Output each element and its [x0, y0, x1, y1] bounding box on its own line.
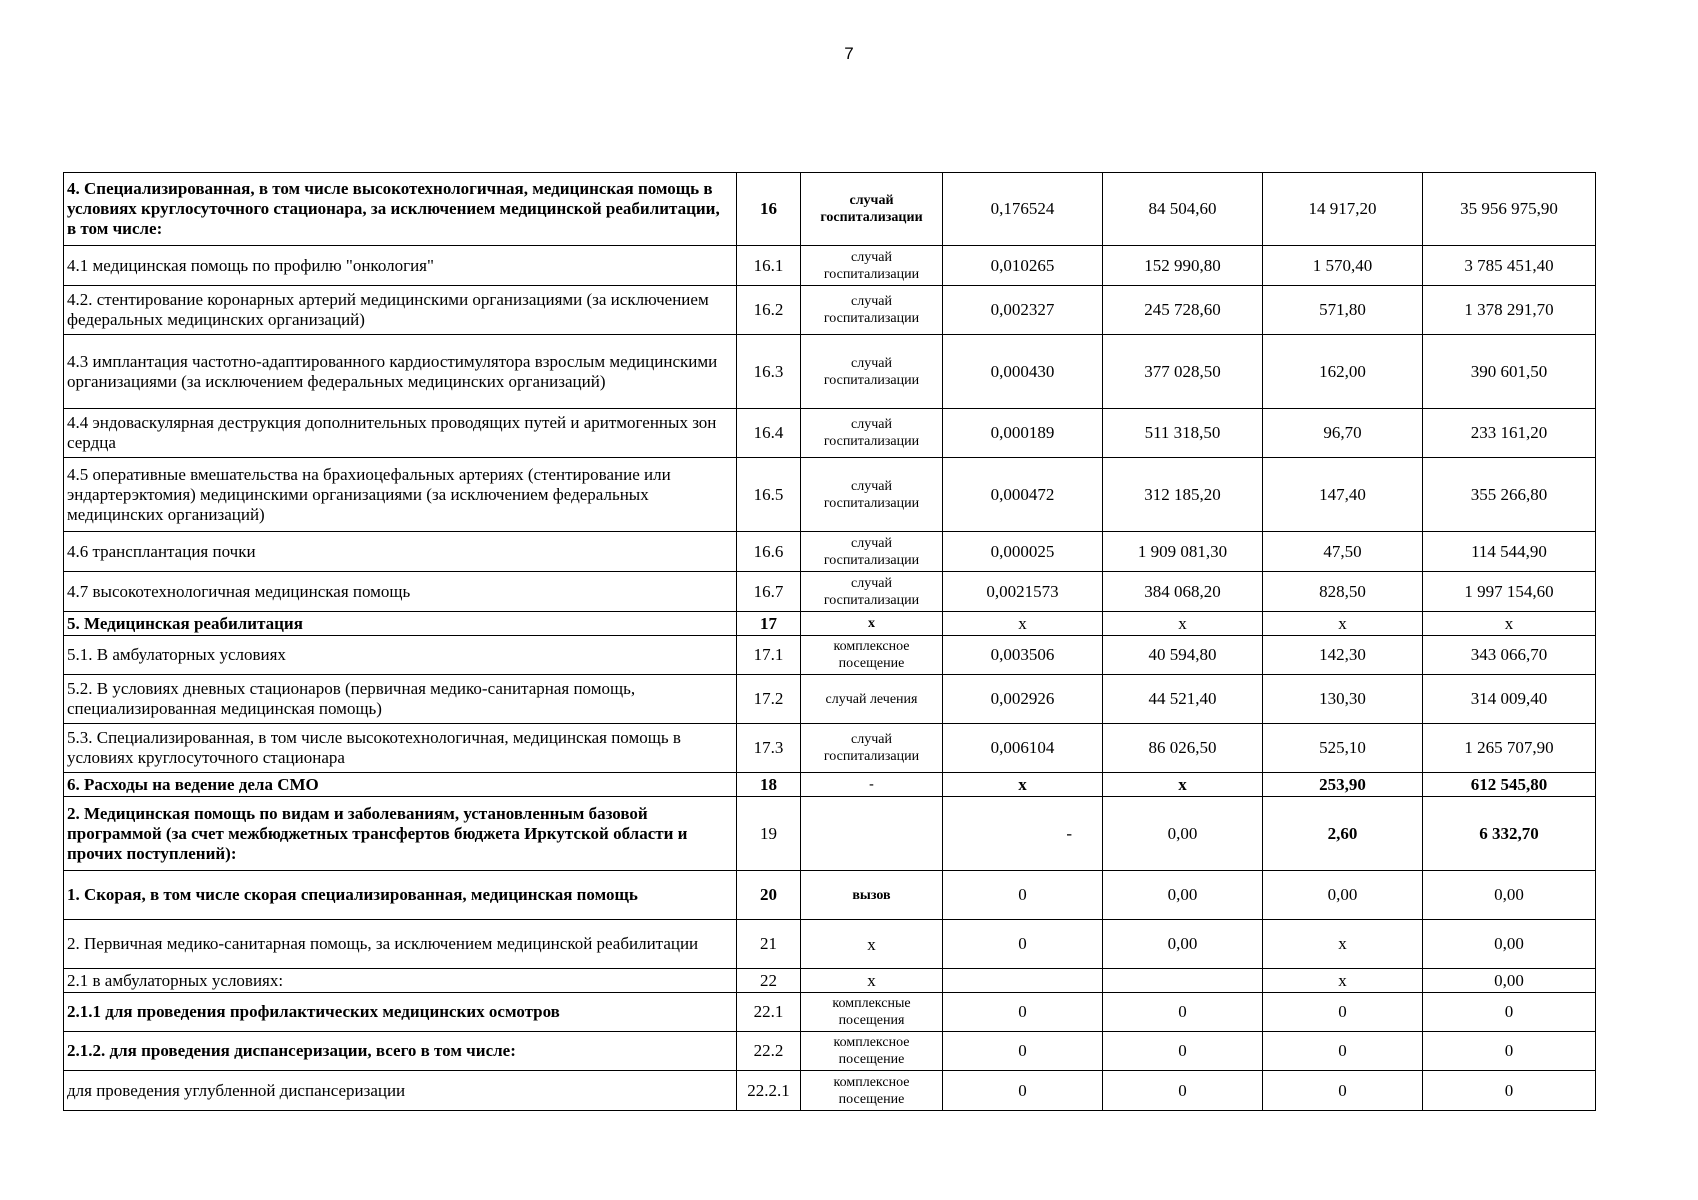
row-value-2: 312 185,20: [1103, 458, 1263, 532]
table-row: [64, 724, 1596, 773]
row-value-3: х: [1263, 612, 1423, 636]
row-value-2: 84 504,60: [1103, 173, 1263, 246]
row-code: 22.2.1: [737, 1071, 801, 1111]
row-name: 1. Скорая, в том числе скорая специализированная, медицинская помощь: [64, 871, 737, 920]
row-value-3: 828,50: [1263, 572, 1423, 612]
row-value-4: 314 009,40: [1423, 675, 1596, 724]
row-value-2: 0: [1103, 1032, 1263, 1071]
row-value-4: 114 544,90: [1423, 532, 1596, 572]
row-value-1: х: [943, 773, 1103, 797]
row-value-2: 44 521,40: [1103, 675, 1263, 724]
row-code: 16.5: [737, 458, 801, 532]
row-value-2: 0,00: [1103, 871, 1263, 920]
row-code: 16: [737, 173, 801, 246]
row-value-3: х: [1263, 920, 1423, 969]
table-row: [64, 286, 1596, 335]
row-value-1: 0,0021573: [943, 572, 1103, 612]
row-code: 16.6: [737, 532, 801, 572]
row-value-4: 355 266,80: [1423, 458, 1596, 532]
table-row: [64, 612, 1596, 636]
row-value-2: 384 068,20: [1103, 572, 1263, 612]
row-code: 17.3: [737, 724, 801, 773]
row-value-2: [1103, 969, 1263, 993]
row-value-4: х: [1423, 612, 1596, 636]
row-unit: х: [801, 612, 943, 636]
row-value-3: 96,70: [1263, 409, 1423, 458]
table-row: [64, 969, 1596, 993]
row-name: 4.5 оперативные вмешательства на брахиоцефальных артериях (стентирование или эндартерэктомия) медицинскими организациями (за исключением федеральных медицинских организаций): [64, 458, 737, 532]
row-value-1: 0: [943, 920, 1103, 969]
row-name: 4.7 высокотехнологичная медицинская помощь: [64, 572, 737, 612]
row-value-4: 1 378 291,70: [1423, 286, 1596, 335]
row-value-3: 2,60: [1263, 797, 1423, 871]
row-value-2: 152 990,80: [1103, 246, 1263, 286]
row-code: 20: [737, 871, 801, 920]
row-value-2: 0,00: [1103, 797, 1263, 871]
row-value-2: 0: [1103, 993, 1263, 1032]
row-value-1: 0,010265: [943, 246, 1103, 286]
row-value-2: х: [1103, 612, 1263, 636]
row-unit: случай госпитализации: [801, 724, 943, 773]
row-unit: случай госпитализации: [801, 335, 943, 409]
row-value-4: 0: [1423, 1032, 1596, 1071]
row-value-2: 40 594,80: [1103, 636, 1263, 675]
table-row: [64, 1071, 1596, 1111]
table-row: [64, 246, 1596, 286]
row-unit: случай госпитализации: [801, 246, 943, 286]
row-value-3: 162,00: [1263, 335, 1423, 409]
row-name: 2.1.2. для проведения диспансеризации, всего в том числе:: [64, 1032, 737, 1071]
table-row: [64, 409, 1596, 458]
row-value-4: 0: [1423, 993, 1596, 1032]
row-unit: случай госпитализации: [801, 458, 943, 532]
row-unit: комплексное посещение: [801, 1032, 943, 1071]
row-value-3: 1 570,40: [1263, 246, 1423, 286]
row-value-1: 0,000025: [943, 532, 1103, 572]
page-number: 7: [844, 44, 854, 63]
row-unit: комплексные посещения: [801, 993, 943, 1032]
row-unit: случай госпитализации: [801, 572, 943, 612]
table-row: [64, 1032, 1596, 1071]
row-value-3: 0: [1263, 1071, 1423, 1111]
row-name: 2.1.1 для проведения профилактических медицинских осмотров: [64, 993, 737, 1032]
table-row: [64, 871, 1596, 920]
row-value-4: 0,00: [1423, 920, 1596, 969]
row-value-1: 0,002926: [943, 675, 1103, 724]
row-unit: случай лечения: [801, 675, 943, 724]
row-value-4: 0,00: [1423, 969, 1596, 993]
row-code: 19: [737, 797, 801, 871]
row-value-1: 0: [943, 1071, 1103, 1111]
table-row: [64, 335, 1596, 409]
row-value-2: 1 909 081,30: [1103, 532, 1263, 572]
row-value-3: 571,80: [1263, 286, 1423, 335]
row-name: 4.2. стентирование коронарных артерий медицинскими организациями (за исключением федеральных медицинских организаций): [64, 286, 737, 335]
row-unit: комплексное посещение: [801, 1071, 943, 1111]
row-code: 16.2: [737, 286, 801, 335]
row-name: 5.3. Специализированная, в том числе высокотехнологичная, медицинская помощь в условиях круглосуточного стационара: [64, 724, 737, 773]
row-name: 2.1 в амбулаторных условиях:: [64, 969, 737, 993]
row-value-2: 0: [1103, 1071, 1263, 1111]
table-row: [64, 173, 1596, 246]
row-name: 4.4 эндоваскулярная деструкция дополнительных проводящих путей и аритмогенных зон сердца: [64, 409, 737, 458]
row-unit: -: [801, 773, 943, 797]
row-unit: комплексное посещение: [801, 636, 943, 675]
row-unit: случай госпитализации: [801, 173, 943, 246]
row-value-1: -: [943, 797, 1103, 871]
row-name: 5.2. В условиях дневных стационаров (первичная медико-санитарная помощь, специализированная медицинская помощь): [64, 675, 737, 724]
row-value-4: 1 997 154,60: [1423, 572, 1596, 612]
tariff-table: [63, 172, 1596, 1111]
table-row: [64, 572, 1596, 612]
row-code: 16.7: [737, 572, 801, 612]
row-value-3: 147,40: [1263, 458, 1423, 532]
row-value-4: 612 545,80: [1423, 773, 1596, 797]
row-value-1: 0,000189: [943, 409, 1103, 458]
row-value-2: 377 028,50: [1103, 335, 1263, 409]
row-code: 22.2: [737, 1032, 801, 1071]
row-value-3: 253,90: [1263, 773, 1423, 797]
row-value-2: 86 026,50: [1103, 724, 1263, 773]
row-code: 16.1: [737, 246, 801, 286]
row-value-4: 343 066,70: [1423, 636, 1596, 675]
table-row: [64, 532, 1596, 572]
row-value-4: 0: [1423, 1071, 1596, 1111]
row-value-1: 0: [943, 1032, 1103, 1071]
row-unit: вызов: [801, 871, 943, 920]
row-value-2: 245 728,60: [1103, 286, 1263, 335]
row-value-4: 390 601,50: [1423, 335, 1596, 409]
row-value-1: 0: [943, 993, 1103, 1032]
row-name: 4. Специализированная, в том числе высокотехнологичная, медицинская помощь в условиях круглосуточного стационара, за исключением медицинской реабилитации, в том числе:: [64, 173, 737, 246]
row-value-4: 1 265 707,90: [1423, 724, 1596, 773]
row-value-3: 130,30: [1263, 675, 1423, 724]
row-value-1: 0,003506: [943, 636, 1103, 675]
row-value-1: 0,002327: [943, 286, 1103, 335]
row-value-3: х: [1263, 969, 1423, 993]
row-value-3: 0,00: [1263, 871, 1423, 920]
row-value-1: 0,000472: [943, 458, 1103, 532]
row-name: 4.6 трансплантация почки: [64, 532, 737, 572]
row-value-3: 14 917,20: [1263, 173, 1423, 246]
row-code: 18: [737, 773, 801, 797]
table-row: [64, 993, 1596, 1032]
row-value-1: [943, 969, 1103, 993]
table-row: [64, 675, 1596, 724]
row-code: 17.1: [737, 636, 801, 675]
row-code: 16.4: [737, 409, 801, 458]
row-unit: случай госпитализации: [801, 532, 943, 572]
row-value-2: 0,00: [1103, 920, 1263, 969]
row-value-2: х: [1103, 773, 1263, 797]
table-row: [64, 458, 1596, 532]
table-row: [64, 920, 1596, 969]
row-value-2: 511 318,50: [1103, 409, 1263, 458]
row-name: для проведения углубленной диспансеризации: [64, 1071, 737, 1111]
row-value-4: 6 332,70: [1423, 797, 1596, 871]
row-unit: случай госпитализации: [801, 409, 943, 458]
row-code: 17: [737, 612, 801, 636]
row-unit: х: [801, 969, 943, 993]
row-value-1: х: [943, 612, 1103, 636]
table-row: [64, 636, 1596, 675]
row-code: 22: [737, 969, 801, 993]
row-value-3: 47,50: [1263, 532, 1423, 572]
row-code: 22.1: [737, 993, 801, 1032]
row-name: 2. Первичная медико-санитарная помощь, за исключением медицинской реабилитации: [64, 920, 737, 969]
row-name: 5.1. В амбулаторных условиях: [64, 636, 737, 675]
table-row: [64, 797, 1596, 871]
row-value-1: 0,000430: [943, 335, 1103, 409]
row-value-4: 3 785 451,40: [1423, 246, 1596, 286]
row-unit: [801, 797, 943, 871]
row-unit: х: [801, 920, 943, 969]
row-name: 4.3 имплантация частотно-адаптированного кардиостимулятора взрослым медицинскими организациями (за исключением федеральных медицинских организаций): [64, 335, 737, 409]
row-name: 2. Медицинская помощь по видам и заболеваниям, установленным базовой программой (за счет межбюджетных трансфертов бюджета Иркутской области и прочих поступлений):: [64, 797, 737, 871]
row-name: 4.1 медицинская помощь по профилю "онкология": [64, 246, 737, 286]
row-value-3: 525,10: [1263, 724, 1423, 773]
row-value-3: 0: [1263, 1032, 1423, 1071]
row-unit: случай госпитализации: [801, 286, 943, 335]
row-value-3: 0: [1263, 993, 1423, 1032]
row-value-4: 233 161,20: [1423, 409, 1596, 458]
row-value-4: 0,00: [1423, 871, 1596, 920]
row-code: 21: [737, 920, 801, 969]
row-name: 6. Расходы на ведение дела СМО: [64, 773, 737, 797]
row-value-3: 142,30: [1263, 636, 1423, 675]
row-code: 16.3: [737, 335, 801, 409]
row-value-4: 35 956 975,90: [1423, 173, 1596, 246]
row-value-1: 0: [943, 871, 1103, 920]
row-code: 17.2: [737, 675, 801, 724]
row-value-1: 0,006104: [943, 724, 1103, 773]
table-row: [64, 773, 1596, 797]
row-name: 5. Медицинская реабилитация: [64, 612, 737, 636]
row-value-1: 0,176524: [943, 173, 1103, 246]
